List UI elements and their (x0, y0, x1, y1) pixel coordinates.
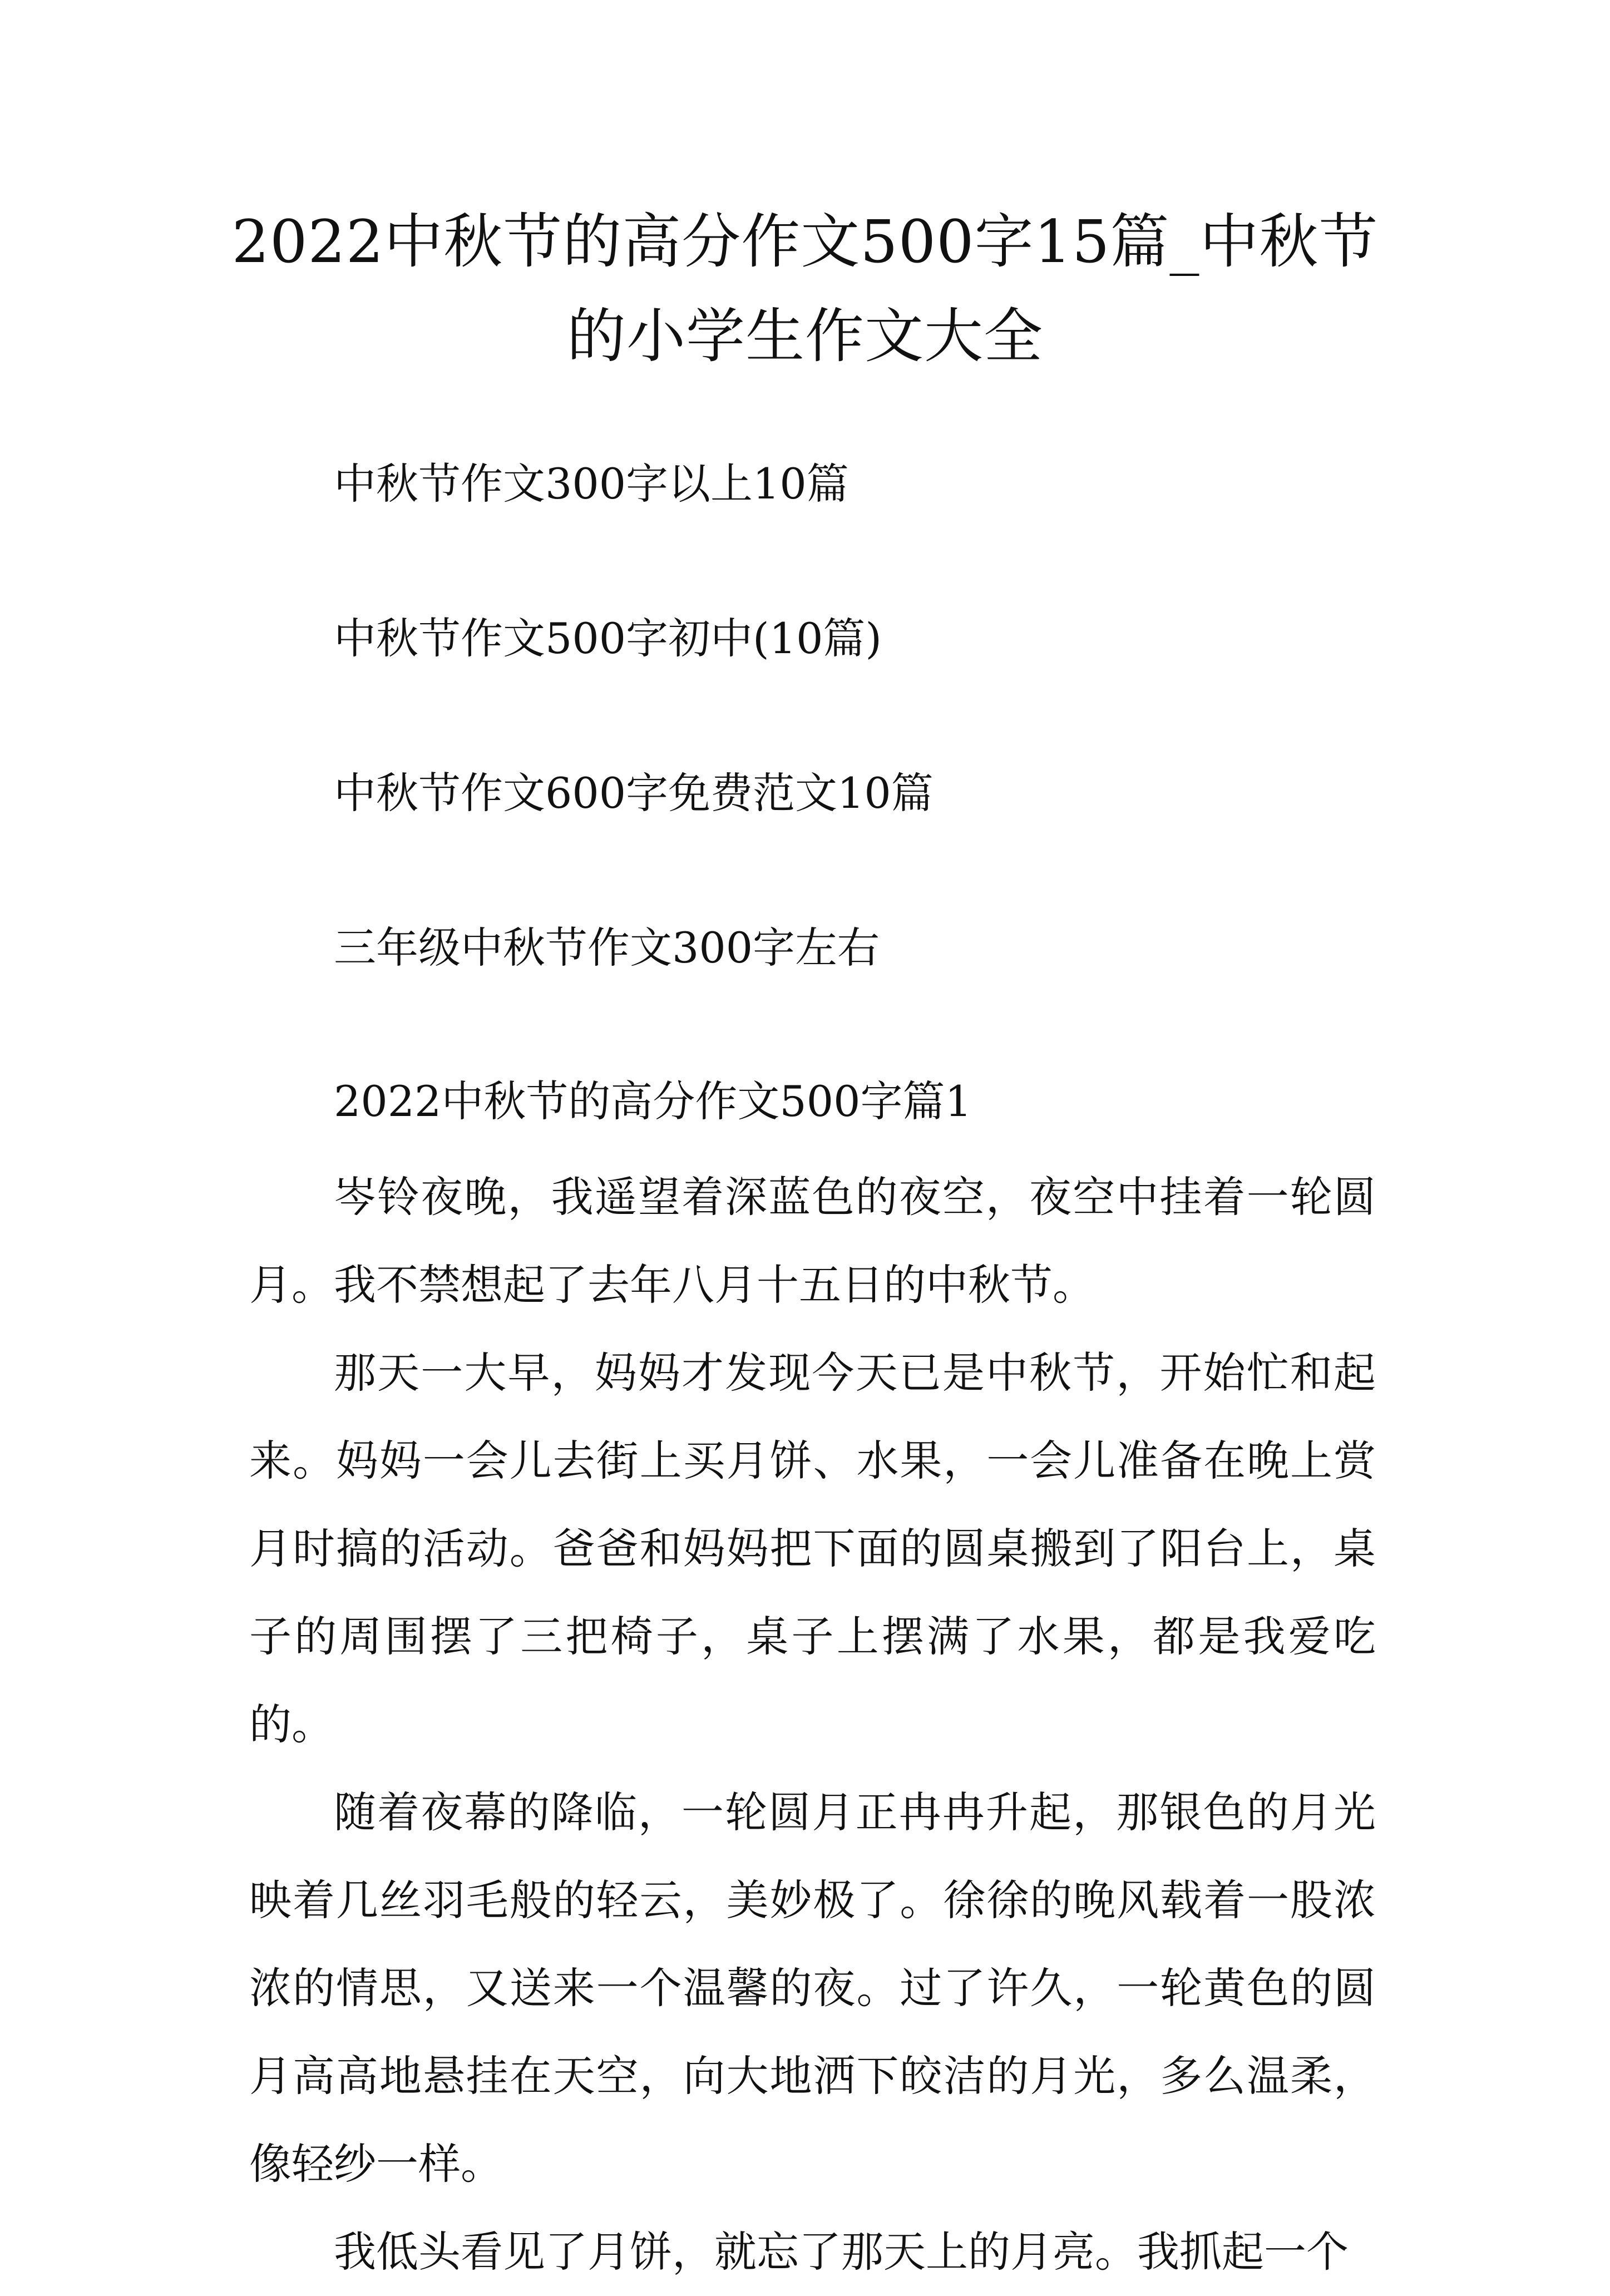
toc-item: 中秋节作文300字以上10篇 (334, 459, 849, 508)
toc-item: 中秋节作文500字初中(10篇) (334, 614, 882, 663)
paragraph: 我低头看见了月饼，就忘了那天上的月亮。我抓起一个 (334, 2227, 1349, 2277)
essay-body (249, 1153, 1376, 2296)
paragraph: 那天一大早，妈妈才发现今天已是中秋节，开始忙和起来。妈妈一会儿去街上买月饼、水果，一会儿准备在晚上赏月时搞的活动。爸爸和妈妈把下面的圆桌搬到了阳台上，桌子的周围摆了三把椅子，桌子上摆满了水果，都是我爱吃的。 (249, 1348, 1376, 1749)
paragraph: 随着夜幕的降临，一轮圆月正冉冉升起，那银色的月光映着几丝羽毛般的轻云，美妙极了。徐徐的晚风载着一股浓浓的情思，又送来一个温馨的夜。过了许久，一轮黄色的圆月高高地悬挂在天空，向大地洒下皎洁的月光，多么温柔，像轻纱一样。 (249, 1788, 1376, 2189)
toc-item: 中秋节作文600字免费范文10篇 (334, 768, 934, 818)
document-title: 2022中秋节的高分作文500字15篇_中秋节的小学生作文大全 (231, 208, 1379, 371)
section-heading: 2022中秋节的高分作文500字篇1 (334, 1077, 972, 1126)
toc-item: 三年级中秋节作文300字左右 (334, 923, 880, 972)
table-of-contents (334, 456, 1446, 1075)
paragraph: 岑铃夜晚，我遥望着深蓝色的夜空，夜空中挂着一轮圆月。我不禁想起了去年八月十五日的中秋节。 (249, 1172, 1376, 1310)
